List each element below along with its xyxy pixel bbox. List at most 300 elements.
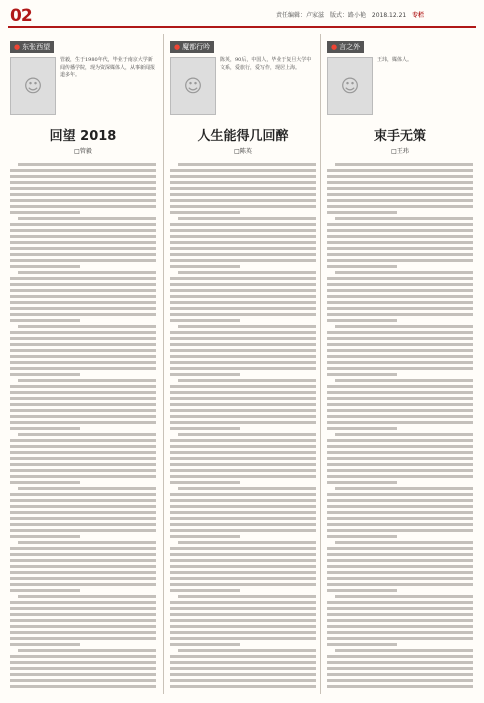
body-text-line (327, 457, 473, 460)
body-text-line (327, 499, 473, 502)
body-text-line (10, 355, 156, 358)
body-text-line (170, 463, 316, 466)
body-text-line (170, 481, 240, 484)
body-text-line (327, 337, 473, 340)
body-text-line (170, 445, 316, 448)
body-text-line (170, 181, 316, 184)
body-text-line (170, 529, 316, 532)
body-text-line (170, 169, 316, 172)
body-text-line (170, 373, 240, 376)
body-text-line (10, 679, 156, 682)
body-text-line (10, 619, 156, 622)
person-icon: ☺ (23, 75, 43, 97)
body-text-line (327, 343, 473, 346)
body-text-line (170, 319, 240, 322)
body-text-line (170, 577, 316, 580)
body-text-line (10, 493, 156, 496)
body-text-line (170, 211, 240, 214)
body-text-line (327, 667, 473, 670)
body-text-line (327, 505, 473, 508)
body-text-line (10, 313, 156, 316)
body-text-line (178, 487, 316, 490)
article-headline: 束手无策 (373, 129, 426, 144)
body-text-line (170, 571, 316, 574)
body-text-line (10, 601, 156, 604)
author-profile (170, 57, 316, 115)
article-body (10, 163, 156, 688)
body-text-line (10, 307, 156, 310)
body-text-line (170, 511, 316, 514)
author-tag: ● 东张西望 (10, 41, 54, 53)
article-body (327, 163, 473, 688)
body-text-line (327, 517, 473, 520)
body-text-line (10, 637, 156, 640)
body-text-line (178, 325, 316, 328)
body-text-line (170, 631, 316, 634)
body-text-line (170, 625, 316, 628)
column-divider (320, 34, 321, 694)
body-text-line (170, 661, 316, 664)
body-text-line (327, 175, 473, 178)
body-text-line (170, 421, 316, 424)
body-text-line (18, 649, 156, 652)
body-text-line (335, 325, 473, 328)
date-label: 2018.12.21 (371, 12, 407, 19)
body-text-line (327, 559, 473, 562)
body-text-line (170, 259, 316, 262)
body-text-line (170, 307, 316, 310)
body-text-line (10, 241, 156, 244)
body-text-line (170, 505, 316, 508)
body-text-line (170, 391, 316, 394)
body-text-line (170, 583, 316, 586)
body-text-line (335, 217, 473, 220)
body-text-line (170, 355, 316, 358)
body-text-line (327, 625, 473, 628)
body-text-line (10, 625, 156, 628)
article-headline: 回望 2018 (49, 129, 117, 144)
body-text-line (170, 247, 316, 250)
body-text-line (10, 265, 80, 268)
header-meta (276, 10, 424, 19)
body-text-line (10, 673, 156, 676)
article-byline: □王玮 (391, 148, 409, 155)
body-text-line (335, 379, 473, 382)
body-text-line (327, 283, 473, 286)
body-text-line (327, 619, 473, 622)
body-text-line (327, 361, 473, 364)
column-2 (170, 34, 316, 688)
body-text-line (327, 565, 473, 568)
body-text-line (327, 421, 473, 424)
body-text-line (10, 181, 156, 184)
body-text-line (10, 505, 156, 508)
body-text-line (170, 457, 316, 460)
body-text-line (327, 673, 473, 676)
body-text-line (335, 163, 473, 166)
body-text-line (327, 355, 473, 358)
body-text-line (170, 331, 316, 334)
body-text-line (10, 319, 80, 322)
body-text-line (10, 421, 156, 424)
body-text-line (10, 199, 156, 202)
body-text-line (10, 409, 156, 412)
body-text-line (327, 661, 473, 664)
body-text-line (10, 499, 156, 502)
body-text-line (170, 349, 316, 352)
body-text-line (10, 211, 80, 214)
author-tag: ● 魔都行吟 (170, 41, 214, 53)
body-text-line (170, 403, 316, 406)
body-text-line (170, 175, 316, 178)
body-text-line (178, 271, 316, 274)
body-text-line (327, 427, 397, 430)
body-text-line (327, 493, 473, 496)
column-1 (10, 34, 156, 688)
body-text-line (10, 463, 156, 466)
body-text-line (10, 337, 156, 340)
author-bio: 王玮，媒体人。 (377, 57, 413, 63)
body-text-line (10, 685, 156, 688)
body-text-line (10, 331, 156, 334)
person-icon: ☺ (340, 75, 360, 97)
body-text-line (10, 301, 156, 304)
body-text-line (335, 433, 473, 436)
body-text-line (10, 229, 156, 232)
body-text-line (10, 667, 156, 670)
body-text-line (170, 187, 316, 190)
body-text-line (170, 223, 316, 226)
author-name: 东张西望 (22, 43, 51, 51)
body-text-line (178, 649, 316, 652)
body-text-line (10, 571, 156, 574)
body-text-line (10, 553, 156, 556)
body-text-line (327, 373, 397, 376)
body-text-line (327, 307, 473, 310)
body-text-line (10, 259, 156, 262)
body-text-line (170, 475, 316, 478)
body-text-line (10, 235, 156, 238)
body-text-line (170, 265, 240, 268)
body-text-line (335, 271, 473, 274)
body-text-line (327, 223, 473, 226)
body-text-line (327, 529, 473, 532)
author-tag: ● 言之外 (327, 41, 364, 53)
body-text-line (327, 607, 473, 610)
article-byline: □陈英 (234, 148, 252, 155)
body-text-line (327, 229, 473, 232)
body-text-line (170, 295, 316, 298)
author-name: 魔都行吟 (182, 43, 211, 51)
body-text-line (18, 487, 156, 490)
body-text-line (327, 187, 473, 190)
body-text-line (178, 163, 316, 166)
body-text-line (10, 643, 80, 646)
body-text-line (327, 463, 473, 466)
body-text-line (327, 319, 397, 322)
section-label: 专栏 (412, 12, 425, 19)
body-text-line (170, 193, 316, 196)
body-text-line (18, 379, 156, 382)
body-text-line (327, 481, 397, 484)
body-text-line (327, 277, 473, 280)
body-text-line (10, 175, 156, 178)
body-text-line (327, 409, 473, 412)
body-text-line (10, 349, 156, 352)
body-text-line (327, 679, 473, 682)
body-text-line (170, 367, 316, 370)
body-text-line (327, 349, 473, 352)
header-rule (8, 26, 476, 28)
body-text-line (10, 613, 156, 616)
body-text-line (178, 433, 316, 436)
column-divider (163, 34, 164, 694)
body-text-line (10, 583, 156, 586)
body-text-line (170, 427, 240, 430)
body-text-line (18, 541, 156, 544)
body-text-line (327, 265, 397, 268)
column-3 (327, 34, 473, 688)
body-text-line (170, 637, 316, 640)
body-text-line (170, 517, 316, 520)
body-text-line (10, 457, 156, 460)
body-text-line (10, 445, 156, 448)
body-text-line (178, 541, 316, 544)
body-text-line (327, 583, 473, 586)
body-text-line (170, 289, 316, 292)
author-bio: 陈英，90后，中国人，毕业于复旦大学中文系，爱旅行，爱写作，现居上海。 (220, 57, 312, 71)
body-text-line (327, 655, 473, 658)
body-text-line (10, 391, 156, 394)
body-text-line (10, 247, 156, 250)
body-text-line (335, 487, 473, 490)
body-text-line (10, 631, 156, 634)
body-text-line (327, 385, 473, 388)
author-photo (170, 57, 216, 115)
body-text-line (10, 283, 156, 286)
body-text-line (10, 511, 156, 514)
body-text-line (18, 271, 156, 274)
body-text-line (327, 259, 473, 262)
body-text-line (327, 577, 473, 580)
body-text-line (10, 517, 156, 520)
body-text-line (170, 685, 316, 688)
body-text-line (327, 367, 473, 370)
body-text-line (170, 619, 316, 622)
body-text-line (10, 205, 156, 208)
body-text-line (327, 547, 473, 550)
body-text-line (327, 397, 473, 400)
body-text-line (10, 529, 156, 532)
author-photo (327, 57, 373, 115)
body-text-line (327, 199, 473, 202)
body-text-line (327, 247, 473, 250)
body-text-line (327, 181, 473, 184)
body-text-line (170, 337, 316, 340)
body-text-line (170, 253, 316, 256)
body-text-line (10, 403, 156, 406)
body-text-line (170, 559, 316, 562)
body-text-line (335, 595, 473, 598)
body-text-line (10, 481, 80, 484)
body-text-line (170, 679, 316, 682)
author-profile (10, 57, 156, 115)
body-text-line (170, 523, 316, 526)
body-text-line (327, 313, 473, 316)
body-text-line (10, 589, 80, 592)
body-text-line (10, 397, 156, 400)
body-text-line (327, 331, 473, 334)
body-text-line (327, 445, 473, 448)
body-text-line (170, 499, 316, 502)
body-text-line (10, 289, 156, 292)
designer-label: 版式：路小艳 (329, 12, 366, 19)
author-photo (10, 57, 56, 115)
body-text-line (10, 565, 156, 568)
body-text-line (170, 547, 316, 550)
body-text-line (178, 379, 316, 382)
body-text-line (170, 601, 316, 604)
body-text-line (170, 553, 316, 556)
body-text-line (327, 523, 473, 526)
body-text-line (170, 397, 316, 400)
article-body (170, 163, 316, 688)
author-bio: 管毅，生于1980年代，毕业于南京大学新闻传播学院，现为资深媒体人，从事新闻报道多年。 (60, 57, 156, 78)
body-text-line (10, 661, 156, 664)
body-text-line (10, 169, 156, 172)
body-text-line (327, 391, 473, 394)
body-text-line (327, 451, 473, 454)
body-text-line (327, 589, 397, 592)
body-text-line (10, 655, 156, 658)
body-text-line (178, 595, 316, 598)
body-text-line (327, 439, 473, 442)
body-text-line (170, 613, 316, 616)
body-text-line (10, 367, 156, 370)
body-text-line (10, 523, 156, 526)
article-headline: 人生能得几回醉 (197, 129, 289, 144)
body-text-line (327, 235, 473, 238)
body-text-line (10, 559, 156, 562)
body-text-line (10, 475, 156, 478)
body-text-line (170, 301, 316, 304)
body-text-line (10, 385, 156, 388)
body-text-line (327, 643, 397, 646)
body-text-line (10, 343, 156, 346)
body-text-line (327, 469, 473, 472)
body-text-line (10, 547, 156, 550)
body-text-line (170, 673, 316, 676)
body-text-line (18, 163, 156, 166)
body-text-line (327, 571, 473, 574)
body-text-line (170, 451, 316, 454)
body-text-line (327, 169, 473, 172)
body-text-line (10, 193, 156, 196)
body-text-line (327, 601, 473, 604)
body-text-line (170, 199, 316, 202)
body-text-line (170, 313, 316, 316)
body-text-line (327, 301, 473, 304)
body-text-line (170, 409, 316, 412)
body-text-line (327, 241, 473, 244)
body-text-line (327, 415, 473, 418)
body-text-line (327, 631, 473, 634)
body-text-line (170, 655, 316, 658)
body-text-line (10, 187, 156, 190)
article-byline: □管毅 (74, 148, 92, 155)
body-text-line (335, 541, 473, 544)
body-text-line (327, 403, 473, 406)
body-text-line (10, 415, 156, 418)
body-text-line (10, 469, 156, 472)
body-text-line (170, 607, 316, 610)
body-text-line (335, 649, 473, 652)
body-text-line (170, 535, 240, 538)
body-text-line (10, 253, 156, 256)
body-text-line (327, 685, 473, 688)
body-text-line (18, 217, 156, 220)
body-text-line (170, 343, 316, 346)
body-text-line (327, 475, 473, 478)
body-text-line (178, 217, 316, 220)
body-text-line (170, 229, 316, 232)
body-text-line (170, 361, 316, 364)
body-text-line (10, 607, 156, 610)
body-text-line (10, 295, 156, 298)
body-text-line (10, 277, 156, 280)
body-text-line (10, 361, 156, 364)
author-name: 言之外 (339, 43, 361, 51)
body-text-line (18, 325, 156, 328)
body-text-line (18, 433, 156, 436)
body-text-line (327, 535, 397, 538)
body-text-line (170, 565, 316, 568)
body-text-line (170, 235, 316, 238)
page-header (0, 0, 484, 28)
body-text-line (170, 439, 316, 442)
body-text-line (170, 589, 240, 592)
body-text-line (327, 205, 473, 208)
editor-label: 责任编辑：卢家滋 (276, 12, 325, 19)
body-text-line (327, 295, 473, 298)
body-text-line (10, 373, 80, 376)
body-text-line (10, 427, 80, 430)
body-text-line (170, 643, 240, 646)
body-text-line (170, 667, 316, 670)
body-text-line (170, 241, 316, 244)
body-text-line (327, 211, 397, 214)
body-text-line (170, 277, 316, 280)
body-text-line (10, 223, 156, 226)
body-text-line (170, 385, 316, 388)
body-text-line (327, 553, 473, 556)
person-icon: ☺ (183, 75, 203, 97)
body-text-line (18, 595, 156, 598)
body-text-line (327, 253, 473, 256)
body-text-line (327, 613, 473, 616)
body-text-line (327, 637, 473, 640)
author-profile (327, 57, 473, 115)
body-text-line (327, 511, 473, 514)
body-text-line (327, 289, 473, 292)
body-text-line (170, 205, 316, 208)
body-text-line (10, 451, 156, 454)
body-text-line (170, 283, 316, 286)
body-text-line (10, 535, 80, 538)
body-text-line (10, 577, 156, 580)
body-text-line (170, 415, 316, 418)
body-text-line (10, 439, 156, 442)
